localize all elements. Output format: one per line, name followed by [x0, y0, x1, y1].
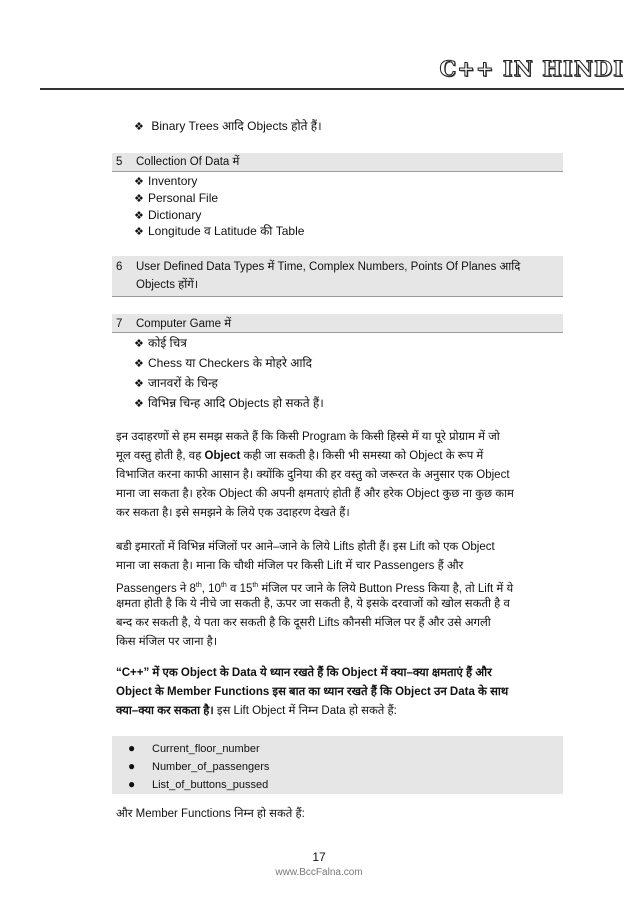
list-item: [134, 119, 322, 135]
paragraph-line: माना जा सकता है। माना कि चौथी मंजिल पर किसी Lift में चार Passengers हैं और: [116, 560, 464, 572]
list-item-text: Number_of_passengers: [152, 761, 270, 773]
list-item-text: Binary Trees आदि Objects होते हैं।: [151, 119, 322, 133]
text-run: , 10: [201, 582, 221, 595]
list-item: [134, 208, 201, 224]
diamond-bullet-icon: ❖: [134, 226, 144, 238]
paragraph-line: Object के Member Functions इस बात का ध्यान रखते हैं कि Object उन Data के साथ: [116, 686, 509, 698]
divider: [112, 296, 563, 297]
section-title: Computer Game में: [136, 318, 232, 330]
divider: [112, 332, 563, 333]
list-item-text: Current_floor_number: [152, 743, 260, 755]
list-item: [128, 759, 269, 774]
text-run: इस Lift Object में निम्न Data हो सकते हैं:: [213, 705, 397, 717]
list-item: [134, 174, 197, 190]
list-item: [134, 224, 304, 240]
text-run: Passengers ने 8: [116, 582, 196, 595]
section-text-line: Objects होंगें।: [136, 279, 199, 291]
paragraph-line: बन्द कर सकती है, ये पता कर सकती है कि दूसरी Lifts कौनसी मंजिल पर हैं और उसे अगली: [116, 617, 491, 629]
list-item-text: कोई चित्र: [148, 336, 187, 350]
diamond-bullet-icon: ❖: [134, 358, 144, 370]
text-run: व 15: [226, 582, 253, 595]
list-item-text: जानवरों के चिन्ह: [148, 376, 218, 390]
paragraph-line: इन उदाहरणों से हम समझ सकते हैं कि किसी Program के किसी हिस्से में या पूरे प्रोग्राम में जो: [116, 431, 500, 443]
list-item-text: Personal File: [148, 191, 219, 205]
paragraph-line: [116, 578, 513, 597]
text-run: मंजिल पर जाने के लिये Button Press किया है, तो Lift में ये: [258, 582, 514, 595]
diamond-bullet-icon: ❖: [134, 193, 144, 205]
list-item-text: Chess या Checkers के मोहरे आदि: [148, 356, 312, 370]
superscript: th: [195, 582, 202, 589]
diamond-bullet-icon: ❖: [134, 121, 144, 133]
list-item-text: Inventory: [148, 174, 198, 188]
page-number: 17: [312, 850, 326, 864]
superscript: th: [252, 582, 259, 589]
bullet-dot-icon: ●: [128, 777, 136, 791]
header-rule: [40, 88, 624, 90]
text-run: मूल वस्तु होती है, वह: [116, 450, 205, 462]
paragraph-line: “C++” में एक Object के Data ये ध्यान रखते हैं कि Object में क्या–क्या क्षमताएं हैं और: [116, 667, 492, 679]
list-item-text: Longitude व Latitude की Table: [148, 224, 305, 238]
paragraph-line: कर सकता है। इसे समझने के लिये एक उदाहरण देखते हैं।: [116, 507, 350, 519]
bullet-dot-icon: ●: [128, 741, 136, 755]
list-item-text: Dictionary: [148, 208, 202, 222]
superscript: th: [220, 582, 227, 589]
emphasis-text: क्या–क्या कर सकता है।: [116, 705, 214, 717]
list-item-text: List_of_buttons_pussed: [152, 779, 269, 791]
page-header-title: C++ IN HINDI: [439, 56, 624, 81]
diamond-bullet-icon: ❖: [134, 210, 144, 222]
paragraph-line: विभाजित करना काफी आसान है। क्योंकि दुनिया की हर वस्तु को जरूरत के अनुसार एक Object: [116, 469, 510, 481]
footer-url[interactable]: www.BccFalna.com: [275, 867, 363, 878]
list-item-text: विभिन्न चिन्ह आदि Objects हो सकते हैं।: [148, 396, 324, 410]
section-number: 6: [116, 261, 123, 273]
paragraph-line: बडी इमारतों में विभिन्न मंजिलों पर आने–जाने के लिये Lifts होती हैं। इस Lift को एक Object: [116, 541, 495, 553]
paragraph-line: माना जा सकता है। हरेक Object की अपनी क्षमताएं होती हैं और हरेक Object कुछ ना कुछ काम: [116, 488, 514, 500]
text-run: कही जा सकती है। किसी भी समस्या को Object के रूप में: [240, 450, 484, 462]
section-number: 5: [116, 156, 123, 168]
list-item: [128, 741, 260, 756]
paragraph-line: क्षमता होती है कि ये नीचे जा सकती है, ऊपर जा सकती है, ये इसके दरवाजों को खोल सकती है व: [116, 598, 510, 610]
section-title: Collection Of Data में: [136, 156, 240, 168]
list-item: [134, 376, 218, 392]
diamond-bullet-icon: ❖: [134, 398, 144, 410]
emphasis-text: Object: [204, 450, 241, 462]
list-item: [134, 356, 312, 372]
bullet-dot-icon: ●: [128, 759, 136, 773]
list-item: [128, 777, 268, 792]
diamond-bullet-icon: ❖: [134, 176, 144, 188]
list-item: [134, 191, 218, 207]
diamond-bullet-icon: ❖: [134, 378, 144, 390]
list-item: [134, 396, 324, 412]
section-number: 7: [116, 318, 123, 330]
paragraph-line: और Member Functions निम्न हो सकते हैं:: [116, 808, 305, 820]
list-item: [134, 336, 187, 352]
divider: [112, 171, 563, 172]
paragraph-line: [116, 449, 483, 464]
section-text-line: User Defined Data Types में Time, Complex Numbers, Points Of Planes आदि: [136, 261, 521, 273]
diamond-bullet-icon: ❖: [134, 338, 144, 350]
paragraph-line: [116, 704, 397, 719]
paragraph-line: किस मंजिल पर जाना है।: [116, 636, 218, 648]
